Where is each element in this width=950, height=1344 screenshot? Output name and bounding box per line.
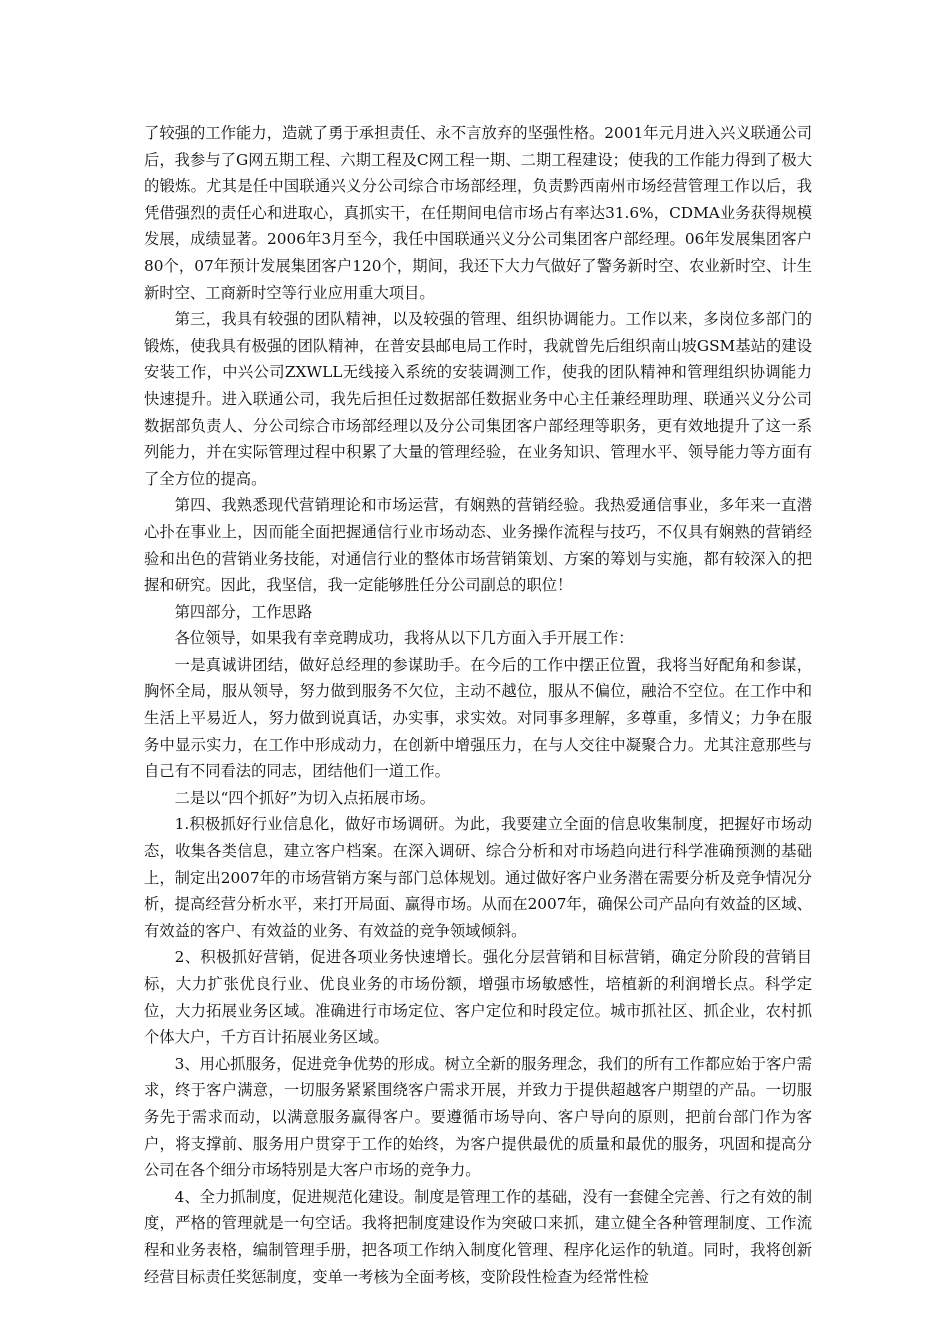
paragraph-item-2-marketing: 2、积极抓好营销，促进各项业务快速增长。强化分层营销和目标营销，确定分阶段的营销目标，大力扩张优良行业、优良业务的市场份额，增强市场敏感性，培植新的利润增长点。科学定位，大力拓展业务区域。准确进行市场定位、客户定位和时段定位。城市抓社区、抓企业，农村抓个体大户，千方百计拓展业务区域。	[144, 948, 812, 1047]
paragraph-marketing-experience: 第四、我熟悉现代营销理论和市场运营，有娴熟的营销经验。我热爱通信事业，多年来一直潜心扑在事业上，因而能全面把握通信行业市场动态、业务操作流程与技巧，不仅具有娴熟的营销经验和出色的营销业务技能，对通信行业的整体市场营销策划、方案的筹划与实施，都有较深入的把握和研究。因此，我坚信，我一定能够胜任分公司副总的职位！	[144, 496, 812, 595]
paragraph-item-4-system: 4、全力抓制度，促进规范化建设。制度是管理工作的基础，没有一套健全完善、行之有效的制度，严格的管理就是一句空话。我将把制度建设作为突破口来抓，建立健全各种管理制度、工作流程和业务表格，编制管理手册，把各项工作纳入制度化管理、程序化运作的轨道。同时，我将创新经营目标责任奖惩制度，变单一考核为全面考核，变阶段性检查为经常性检	[144, 1187, 812, 1286]
document-page	[144, 120, 812, 1290]
paragraph-point-two-heading: 二是以“四个抓好”为切入点拓展市场。	[174, 788, 435, 807]
section-heading-work-ideas: 第四部分，工作思路	[174, 602, 313, 621]
paragraph-item-3-service: 3、用心抓服务，促进竞争优势的形成。树立全新的服务理念，我们的所有工作都应始于客户需求，终于客户满意，一切服务紧紧围绕客户需求开展，并致力于提供超越客户期望的产品。一切服务先于需求而动，以满意服务赢得客户。要遵循市场导向、客户导向的原则，把前台部门作为客户，将支撑前、服务用户贯穿于工作的始终，为客户提供最优的质量和最优的服务，巩固和提高分公司在各个细分市场特别是大客户市场的竞争力。	[144, 1054, 812, 1180]
paragraph-intro-continuation: 了较强的工作能力，造就了勇于承担责任、永不言放弃的坚强性格。2001年元月进入兴义联通公司后，我参与了G网五期工程、六期工程及C网工程一期、二期工程建设；使我的工作能力得到了极大的锻炼。尤其是任中国联通兴义分公司综合市场部经理，负责黔西南州市场经营管理工作以后，我凭借强烈的责任心和进取心，真抓实干，在任期间电信市场占有率达31.6%，CDMA业务获得规模发展，成绩显著。2006年3月至今，我任中国联通兴义分公司集团客户部经理。06年发展集团客户80个，07年预计发展集团客户120个，期间，我还下大力气做好了警务新时空、农业新时空、计生新时空、工商新时空等行业应用重大项目。	[144, 124, 812, 302]
paragraph-teamwork: 第三，我具有较强的团队精神，以及较强的管理、组织协调能力。工作以来，多岗位多部门的锻炼，使我具有极强的团队精神，在普安县邮电局工作时，我就曾先后组织南山坡GSM基站的建设安装工作，中兴公司ZXWLL无线接入系统的安装调测工作，使我的团队精神和管理组织协调能力快速提升。进入联通公司，我先后担任过数据部任数据业务中心主任兼经理助理、联通兴义分公司数据部负责人、分公司综合市场部经理以及分公司集团客户部经理等职务，更有效地提升了这一系列能力，并在实际管理过程中积累了大量的管理经验，在业务知识、管理水平、领导能力等方面有了全方位的提高。	[144, 310, 812, 488]
paragraph-item-1-informatization: 1.积极抓好行业信息化，做好市场调研。为此，我要建立全面的信息收集制度，把握好市场动态，收集各类信息，建立客户档案。在深入调研、综合分析和对市场趋向进行科学准确预测的基础上，制定出2007年的市场营销方案与部门总体规划。通过做好客户业务潜在需要分析及竞争情况分析，提高经营分析水平，来打开局面、赢得市场。从而在2007年，确保公司产品向有效益的区域、有效益的客户、有效益的业务、有效益的竞争领域倾斜。	[144, 815, 812, 940]
paragraph-point-one-unity: 一是真诚讲团结，做好总经理的参谋助手。在今后的工作中摆正位置，我将当好配角和参谋，胸怀全局，服从领导，努力做到服务不欠位，主动不越位，服从不偏位，融洽不空位。在工作中和生活上平易近人，努力做到说真话，办实事，求实效。对同事多理解，多尊重，多情义；力争在服务中显示实力，在工作中形成动力，在创新中增强压力，在与人交往中凝聚合力。尤其注意那些与自己有不同看法的同志，团结他们一道工作。	[144, 655, 812, 781]
paragraph-address-leaders: 各位领导，如果我有幸竞聘成功，我将从以下几方面入手开展工作：	[174, 629, 634, 648]
